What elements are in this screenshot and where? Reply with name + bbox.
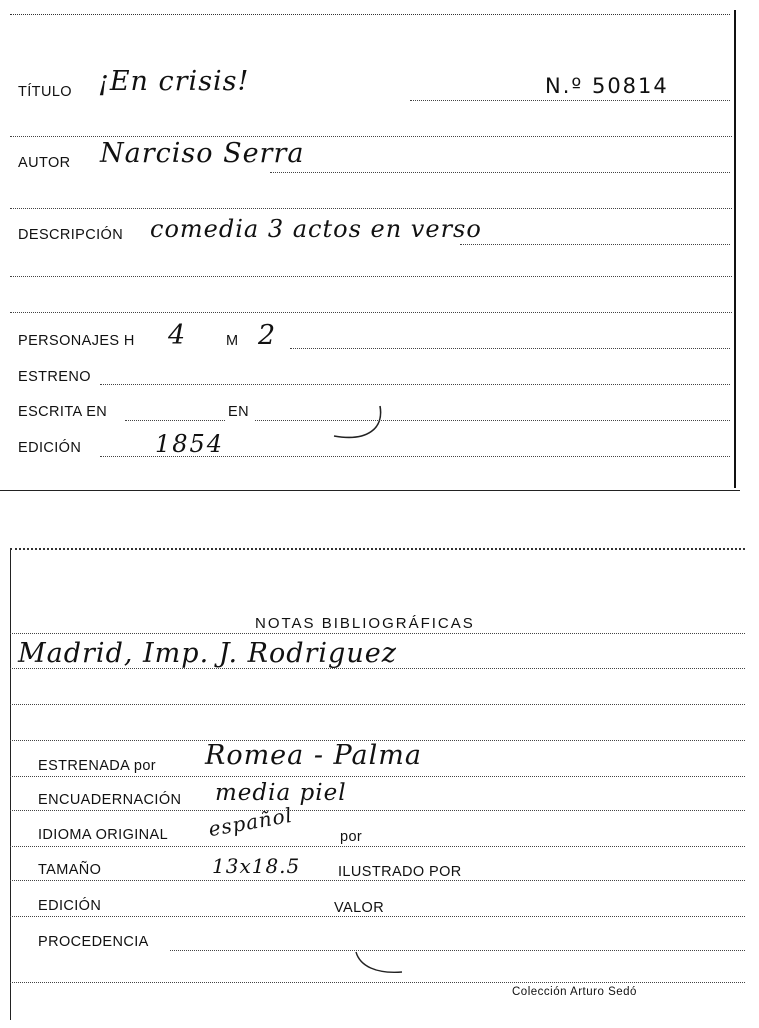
- card-top-edge: [10, 548, 745, 550]
- catalog-card-back: [0, 540, 759, 1028]
- tamano-label: TAMAÑO: [38, 862, 102, 878]
- titulo-label: TÍTULO: [18, 84, 72, 100]
- collection-credit: Colección Arturo Sedó: [512, 986, 637, 998]
- estreno-line: [100, 384, 730, 385]
- idioma-label: IDIOMA ORIGINAL: [38, 827, 169, 843]
- rule-line: [10, 208, 732, 209]
- notas-heading: NOTAS BIBLIOGRÁFICAS: [255, 615, 475, 632]
- personajes-m-label: M: [226, 333, 239, 349]
- rule-line: [10, 916, 745, 917]
- escrita-en-label: ESCRITA EN: [18, 404, 108, 420]
- numero-value: N.º 50814: [545, 74, 669, 98]
- personajes-line: [290, 348, 730, 349]
- estreno-label: ESTRENO: [18, 369, 91, 385]
- valor-label: VALOR: [334, 900, 385, 916]
- card-left-edge: [10, 550, 11, 1020]
- estrenada-value: Romea - Palma: [205, 740, 422, 771]
- rule-line: [10, 136, 732, 137]
- procedencia-label: PROCEDENCIA: [38, 934, 149, 950]
- procedencia-line: [170, 950, 745, 951]
- rule-line: [10, 704, 745, 705]
- idioma-por-label: por: [340, 829, 363, 845]
- idioma-value: español: [206, 802, 295, 842]
- encuadernacion-value: media piel: [215, 780, 347, 806]
- edicion-line: [100, 456, 730, 457]
- titulo-line: [410, 100, 730, 101]
- card-bottom-edge: [0, 490, 740, 491]
- card-right-edge: [734, 10, 736, 488]
- personajes-m-value: 2: [258, 320, 277, 351]
- ilustrado-label: ILUSTRADO POR: [338, 864, 462, 880]
- tamano-value: 13x18.5: [212, 854, 301, 878]
- pencil-mark: [320, 398, 390, 448]
- en-label: EN: [228, 404, 249, 420]
- rule-line: [10, 633, 745, 634]
- rule-line: [10, 776, 745, 777]
- encuadernacion-label: ENCUADERNACIÓN: [38, 792, 182, 808]
- personajes-h-value: 4: [168, 320, 187, 351]
- catalog-card-front: [0, 0, 759, 495]
- edicion-value: 1854: [155, 430, 225, 458]
- rule-line: [10, 312, 732, 313]
- personajes-label: PERSONAJES H: [18, 333, 135, 349]
- edicion-label: EDICIÓN: [18, 440, 82, 456]
- rule-line: [10, 276, 732, 277]
- rule-line: [10, 982, 745, 983]
- autor-label: AUTOR: [18, 155, 71, 171]
- titulo-value: ¡En crisis!: [98, 66, 250, 97]
- notas-value: Madrid, Imp. J. Rodriguez: [18, 638, 397, 669]
- autor-value: Narciso Serra: [100, 138, 305, 169]
- descripcion-line: [460, 244, 730, 245]
- rule-line: [10, 880, 745, 881]
- descripcion-label: DESCRIPCIÓN: [18, 227, 124, 243]
- edicion-back-label: EDICIÓN: [38, 898, 102, 914]
- rule-line: [10, 846, 745, 847]
- estrenada-label: ESTRENADA por: [38, 758, 157, 774]
- pencil-mark: [350, 948, 410, 978]
- card-top-edge: [10, 14, 730, 15]
- rule-line: [10, 810, 745, 811]
- descripcion-value: comedia 3 actos en verso: [150, 215, 482, 243]
- escrita-en-line: [125, 420, 225, 421]
- autor-line: [270, 172, 730, 173]
- rule-line: [10, 668, 745, 669]
